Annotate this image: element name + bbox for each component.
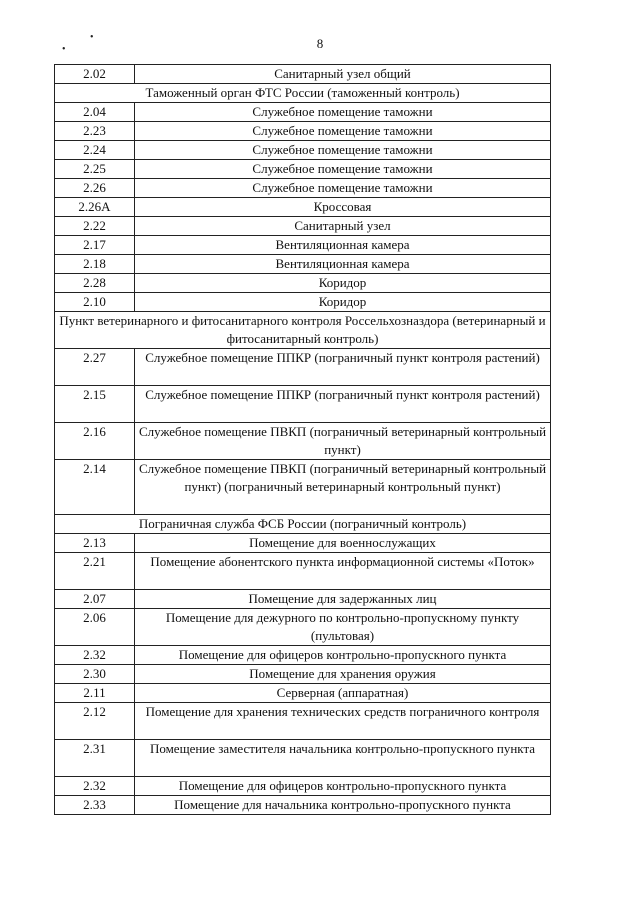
room-code: 2.28 [55,274,135,293]
room-name: Служебное помещение таможни [135,179,551,198]
table-row [55,122,551,141]
room-code: 2.04 [55,103,135,122]
table-row [55,386,551,423]
room-code: 2.12 [55,703,135,740]
premises-table [54,64,551,815]
table-row [55,460,551,515]
table-row [55,740,551,777]
room-code: 2.17 [55,236,135,255]
scan-mark: • [90,32,94,43]
table-row [55,236,551,255]
room-code: 2.32 [55,646,135,665]
room-code: 2.21 [55,553,135,590]
room-code: 2.23 [55,122,135,141]
room-name: Вентиляционная камера [135,255,551,274]
room-name: Помещение абонентского пункта информационной системы «Поток» [135,553,551,590]
table-row [55,423,551,460]
room-name: Санитарный узел общий [135,65,551,84]
room-name: Помещение для хранения оружия [135,665,551,684]
room-name: Коридор [135,274,551,293]
room-name: Помещение для задержанных лиц [135,590,551,609]
table-row [55,274,551,293]
room-name: Помещение для дежурного по контрольно-пропускному пункту (пультовая) [135,609,551,646]
room-name: Помещение для офицеров контрольно-пропускного пункта [135,646,551,665]
table-row [55,198,551,217]
room-code: 2.27 [55,349,135,386]
table-row [55,293,551,312]
room-name: Вентиляционная камера [135,236,551,255]
room-code: 2.02 [55,65,135,84]
room-code: 2.25 [55,160,135,179]
room-name: Кроссовая [135,198,551,217]
room-name: Санитарный узел [135,217,551,236]
table-row [55,217,551,236]
room-name: Серверная (аппаратная) [135,684,551,703]
room-name: Коридор [135,293,551,312]
room-name: Помещение для офицеров контрольно-пропускного пункта [135,777,551,796]
table-row [55,609,551,646]
table-row [55,160,551,179]
section-title: Таможенный орган ФТС России (таможенный контроль) [55,84,551,103]
table-row [55,777,551,796]
room-code: 2.32 [55,777,135,796]
section-row [55,515,551,534]
table-row [55,665,551,684]
room-name: Служебное помещение таможни [135,103,551,122]
table-row [55,703,551,740]
scan-mark: • [62,44,66,55]
room-name: Служебное помещение ПВКП (пограничный ветеринарный контрольный пункт) [135,423,551,460]
section-title: Пограничная служба ФСБ России (пограничный контроль) [55,515,551,534]
room-code: 2.06 [55,609,135,646]
table-row [55,349,551,386]
room-name: Служебное помещение таможни [135,160,551,179]
room-code: 2.14 [55,460,135,515]
table-row [55,103,551,122]
room-code: 2.11 [55,684,135,703]
room-name: Помещение для военнослужащих [135,534,551,553]
room-code: 2.24 [55,141,135,160]
table-row [55,141,551,160]
table-row [55,534,551,553]
room-code: 2.10 [55,293,135,312]
room-code: 2.16 [55,423,135,460]
room-code: 2.26 [55,179,135,198]
room-name: Служебное помещение ППКР (пограничный пункт контроля растений) [135,349,551,386]
table-row [55,646,551,665]
room-name: Служебное помещение таможни [135,122,551,141]
room-code: 2.30 [55,665,135,684]
room-code: 2.31 [55,740,135,777]
room-code: 2.26А [55,198,135,217]
room-name: Служебное помещение ППКР (пограничный пункт контроля растений) [135,386,551,423]
room-name: Помещение для начальника контрольно-пропускного пункта [135,796,551,815]
section-title: Пункт ветеринарного и фитосанитарного контроля Россельхозназдора (ветеринарный и фитосанитарный контроль) [55,312,551,349]
section-row [55,312,551,349]
section-row [55,84,551,103]
room-code: 2.13 [55,534,135,553]
page-number: 8 [316,36,324,51]
room-code: 2.15 [55,386,135,423]
table-row [55,179,551,198]
room-name: Помещение для хранения технических средств пограничного контроля [135,703,551,740]
room-name: Служебное помещение ПВКП (пограничный ветеринарный контрольный пункт) (пограничный ветеринарный контрольный пункт) [135,460,551,515]
room-code: 2.18 [55,255,135,274]
table-row [55,796,551,815]
table-row [55,684,551,703]
table-row [55,590,551,609]
room-name: Помещение заместителя начальника контрольно-пропускного пункта [135,740,551,777]
room-code: 2.33 [55,796,135,815]
room-code: 2.22 [55,217,135,236]
table-row [55,553,551,590]
room-name: Служебное помещение таможни [135,141,551,160]
room-code: 2.07 [55,590,135,609]
table-row [55,65,551,84]
table-row [55,255,551,274]
